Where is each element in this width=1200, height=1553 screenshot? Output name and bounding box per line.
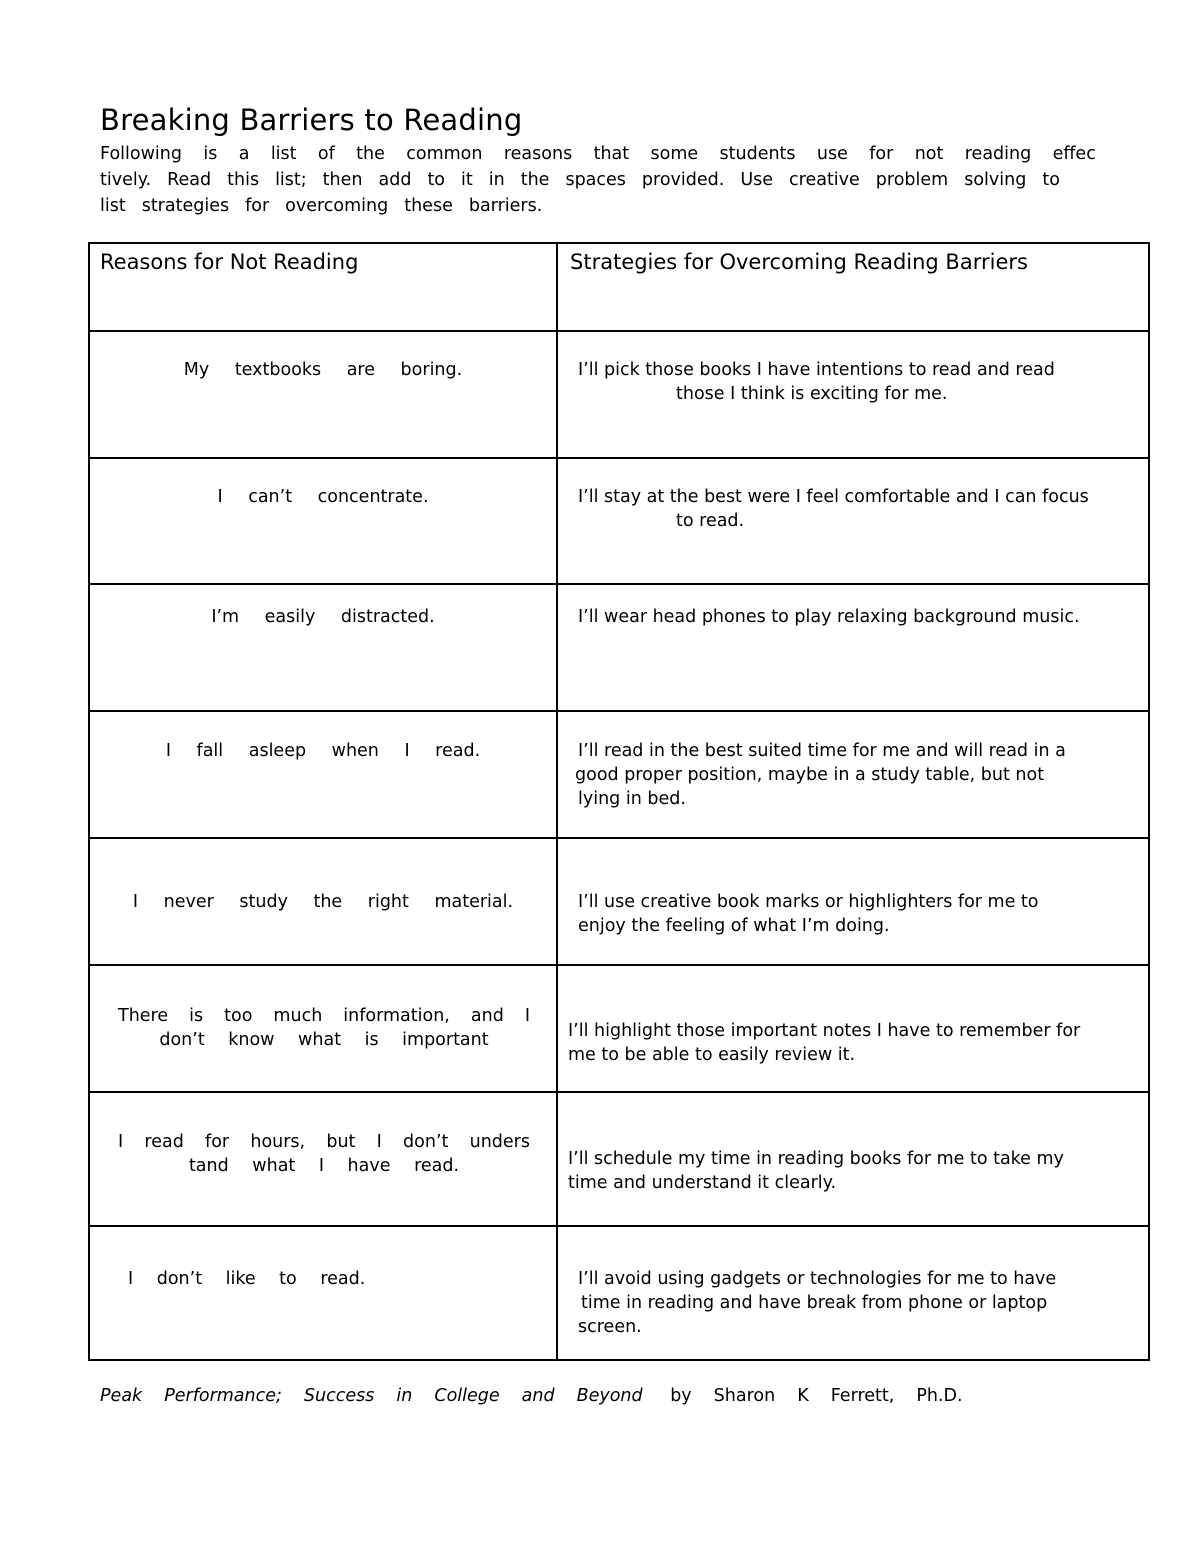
word: reading xyxy=(964,144,1032,164)
word: list xyxy=(100,196,126,216)
word: Use xyxy=(740,170,774,190)
intro-line-3 xyxy=(100,193,1096,219)
word: problem xyxy=(875,170,949,190)
word: common xyxy=(406,144,483,164)
book-byline xyxy=(670,1386,984,1406)
strategy-line: I’ll highlight those important notes I have to remember for xyxy=(568,1021,1081,1041)
word: provided. xyxy=(641,170,725,190)
strategy-line: I’ll schedule my time in reading books for me to take my xyxy=(568,1149,1064,1169)
strategy-line: enjoy the feeling of what I’m doing. xyxy=(578,916,890,936)
reason-cell xyxy=(89,584,557,711)
strategy-line: I’ll pick those books I have intentions to read and read xyxy=(578,360,1055,380)
strategy-cell xyxy=(557,584,1149,711)
table-row xyxy=(89,331,1149,458)
word: for xyxy=(869,144,894,164)
strategy-line: time and understand it clearly. xyxy=(568,1173,837,1193)
strategy-cell xyxy=(557,331,1149,458)
reason-line: tand what I have read. xyxy=(188,1156,460,1176)
table-row xyxy=(89,711,1149,838)
word: list; xyxy=(275,170,307,190)
citation xyxy=(100,1383,985,1409)
reason-line: I don’t like to read. xyxy=(128,1269,366,1289)
reason-line: don’t know what is important xyxy=(159,1030,489,1050)
table-row xyxy=(89,838,1149,965)
strategy-line: screen. xyxy=(578,1317,642,1337)
intro-line-2 xyxy=(100,167,1096,193)
reason-cell xyxy=(89,711,557,838)
word: is xyxy=(203,144,218,164)
word: overcoming xyxy=(285,196,389,216)
strategy-cell xyxy=(557,1092,1149,1226)
strategy-line: me to be able to easily review it. xyxy=(568,1045,856,1065)
word: to xyxy=(427,170,446,190)
word: in xyxy=(488,170,505,190)
reason-cell xyxy=(89,838,557,965)
word: these xyxy=(404,196,453,216)
word: for xyxy=(245,196,270,216)
word: creative xyxy=(789,170,860,190)
strategy-line: I’ll stay at the best were I feel comfortable and I can focus xyxy=(578,487,1089,507)
word: then xyxy=(322,170,363,190)
reason-cell xyxy=(89,1226,557,1360)
strategy-line: those I think is exciting for me. xyxy=(676,384,948,404)
strategy-line: I’ll read in the best suited time for me and will read in a xyxy=(578,741,1066,761)
word: Read xyxy=(167,170,212,190)
strategy-line: I’ll avoid using gadgets or technologies for me to have xyxy=(578,1269,1057,1289)
word: not xyxy=(914,144,944,164)
strategy-cell xyxy=(557,838,1149,965)
word: Following xyxy=(100,144,182,164)
table-header-row xyxy=(89,243,1149,331)
reason-line: My textbooks are boring. xyxy=(183,360,463,380)
strategy-cell xyxy=(557,1226,1149,1360)
word: to xyxy=(1042,170,1060,190)
strategy-line: lying in bed. xyxy=(578,789,686,809)
word: this xyxy=(227,170,260,190)
word: in xyxy=(396,1386,413,1406)
word: Performance; xyxy=(164,1386,282,1406)
word: reasons xyxy=(503,144,573,164)
word: solving xyxy=(964,170,1027,190)
word: College xyxy=(434,1386,500,1406)
strategy-cell xyxy=(557,711,1149,838)
word: Ferrett, xyxy=(830,1386,895,1406)
word: K xyxy=(797,1386,809,1406)
table-row xyxy=(89,965,1149,1092)
intro-paragraph xyxy=(100,141,1096,219)
word: Sharon xyxy=(713,1386,776,1406)
reason-cell xyxy=(89,965,557,1092)
strategy-cell xyxy=(557,965,1149,1092)
table-row xyxy=(89,458,1149,584)
strategy-line: time in reading and have break from phone or laptop xyxy=(581,1293,1048,1313)
word: the xyxy=(520,170,550,190)
book-title xyxy=(100,1386,665,1406)
word: students xyxy=(719,144,796,164)
strategy-line: I’ll use creative book marks or highlighters for me to xyxy=(578,892,1039,912)
word: strategies xyxy=(141,196,230,216)
reason-line: I can’t concentrate. xyxy=(217,487,429,507)
word: and xyxy=(521,1386,555,1406)
word: that xyxy=(593,144,630,164)
reason-line: There is too much information, and I xyxy=(118,1006,530,1026)
page-title: Breaking Barriers to Reading xyxy=(100,103,523,137)
strategy-line: good proper position, maybe in a study table, but not xyxy=(575,765,1045,785)
strategy-cell xyxy=(557,458,1149,584)
word: use xyxy=(816,144,848,164)
reason-cell xyxy=(89,1092,557,1226)
word: it xyxy=(461,170,473,190)
word: of xyxy=(317,144,335,164)
word: Success xyxy=(303,1386,375,1406)
word: the xyxy=(356,144,385,164)
word: tively. xyxy=(100,170,152,190)
word: effec xyxy=(1052,144,1096,164)
word: Ph.D. xyxy=(916,1386,963,1406)
reason-line: I read for hours, but I don’t unders xyxy=(118,1132,530,1152)
barriers-table xyxy=(88,242,1150,1361)
table-row xyxy=(89,1092,1149,1226)
strategies-column-header: Strategies for Overcoming Reading Barriers xyxy=(557,243,1149,331)
reason-line: I’m easily distracted. xyxy=(211,607,435,627)
intro-line-1 xyxy=(100,141,1096,167)
reason-line: I fall asleep when I read. xyxy=(165,741,481,761)
strategy-line: to read. xyxy=(676,511,745,531)
word: list xyxy=(270,144,297,164)
table-row xyxy=(89,584,1149,711)
word: some xyxy=(650,144,699,164)
reasons-column-header: Reasons for Not Reading xyxy=(89,243,557,331)
word: Peak xyxy=(100,1386,143,1406)
word: add xyxy=(378,170,412,190)
word: Beyond xyxy=(576,1386,643,1406)
strategy-line: I’ll wear head phones to play relaxing background music. xyxy=(578,607,1080,627)
word: barriers. xyxy=(468,196,543,216)
reason-line: I never study the right material. xyxy=(132,892,514,912)
word: a xyxy=(238,144,250,164)
word: by xyxy=(670,1386,692,1406)
word: spaces xyxy=(565,170,626,190)
table-row xyxy=(89,1226,1149,1360)
reason-cell xyxy=(89,331,557,458)
reason-cell xyxy=(89,458,557,584)
